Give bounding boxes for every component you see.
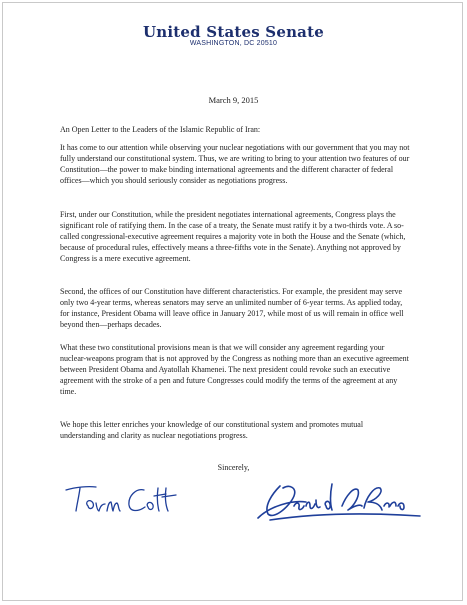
paragraph-2: [60, 209, 410, 264]
paragraph-3: [60, 286, 410, 330]
salutation: [60, 124, 410, 135]
paragraph-text: What these two constitutional provisions mean is that we will consider any agreement regarding your nuclear-weapons program that is not approved by the Congress as nothing more than an executive agreement between President Obama and Ayatollah Khamenei. The next president could revoke such an executive agreement with the stroke of a pen and future Congresses could modify the terms of the agreement at any time.: [60, 343, 409, 396]
signature-right: [250, 476, 425, 526]
salutation-text: An Open Letter to the Leaders of the Islamic Republic of Iran:: [60, 125, 261, 134]
letter-date: March 9, 2015: [208, 95, 259, 105]
paragraph-text: We hope this letter enriches your knowledge of our constitutional system and promotes mutual understanding and clarity as nuclear negotiations progress.: [60, 420, 364, 440]
paragraph-4: [60, 342, 410, 397]
paragraph-text: First, under our Constitution, while the president negotiates international agreements, Congress plays the significant role of ratifying them. In the case of a treaty, the Senate must ratify it by a two-thirds vote. A so-called congressional-executive agreement requires a majority vote in both the House and the Senate (which, because of procedural rules, effectively means a three-fifths vote in the Senate). Anything not approved by Congress is a mere executive agreement.: [60, 210, 406, 263]
paragraph-text: It has come to our attention while observing your nuclear negotiations with our government that you may not fully understand our constitutional system. Thus, we are writing to bring to your attention two features of our Constitution—the power to make binding international agreements and the different character of federal offices—which you should seriously consider as negotiations progress.: [60, 143, 410, 185]
paragraph-5: [60, 419, 410, 441]
signature-left: [62, 478, 182, 522]
letterhead: [0, 24, 467, 48]
paragraph-text: Second, the offices of our Constitution have different characteristics. For example, the president may serve only two 4-year terms, whereas senators may serve an unlimited number of 6-year terms. As applied today, for instance, President Obama will leave office in January 2017, while most of us will remain in office well beyond then—perhaps decades.: [60, 287, 404, 329]
letterhead-address: WASHINGTON, DC 20510: [189, 40, 278, 47]
paragraph-1: [60, 142, 410, 186]
letterhead-title: United States Senate: [143, 23, 324, 41]
closing: Sincerely,: [217, 463, 250, 472]
